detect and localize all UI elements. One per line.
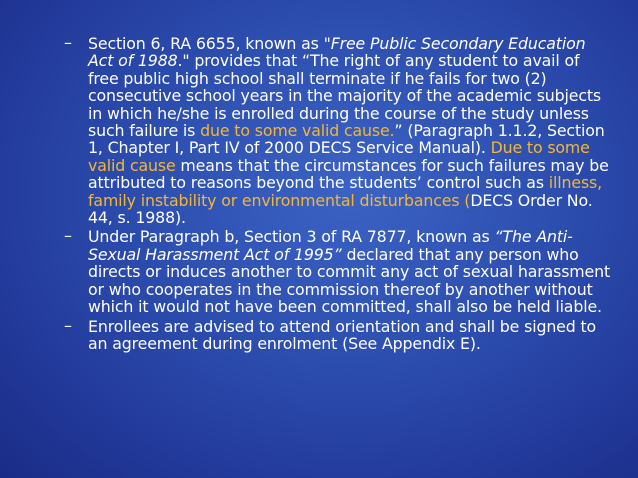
highlight-text: illness, family instability or environmental disturbances (: [88, 173, 602, 210]
bullet-list: [62, 35, 610, 354]
bullet-dash-icon: –: [64, 33, 72, 52]
text-segment: ” (Paragraph 1.1.2, Section 1, Chapter I, Part IV of 2000 DECS Service Manual).: [88, 121, 605, 158]
bullet-dash-icon: –: [64, 226, 72, 246]
text-segment: Under Paragraph b, Section 3 of RA 7877, known as: [88, 227, 495, 247]
bullet-item: [62, 315, 610, 353]
text-segment: declared that any person who directs or induces another to commit any act of sexual harassment or who cooperates in the commission thereof by another without which it would not have been committed, shall also be held liable.: [88, 244, 610, 317]
bullet-item: [62, 35, 610, 226]
law-title-italic: “The Anti-Sexual Harassment Act of 1995”: [88, 227, 573, 264]
bullet-dash-icon: –: [64, 315, 72, 335]
text-segment: ." provides that “The right of any student to avail of free public high school shall terminate if he fails for two (2) consecutive school years in the majority of the academic subjects in which he/she is enrolled during the course of the study unless such failure is: [88, 51, 601, 141]
text-segment: means that the circumstances for such failures may be attributed to reasons beyond the students’ control such as: [88, 155, 609, 193]
highlight-text: Due to some valid cause: [88, 138, 590, 175]
text-segment: Section 6, RA 6655, known as ": [88, 34, 331, 53]
text-segment: Enrollees are advised to attend orientation and shall be signed to an agreement during enrolment (See Appendix E).: [88, 316, 597, 353]
law-title-italic: Free Public Secondary Education Act of 1988: [88, 34, 586, 71]
highlight-text: due to some valid cause.: [200, 121, 395, 141]
text-segment: DECS Order No. 44, s. 1988).: [88, 190, 593, 228]
bullet-item: [62, 228, 610, 315]
